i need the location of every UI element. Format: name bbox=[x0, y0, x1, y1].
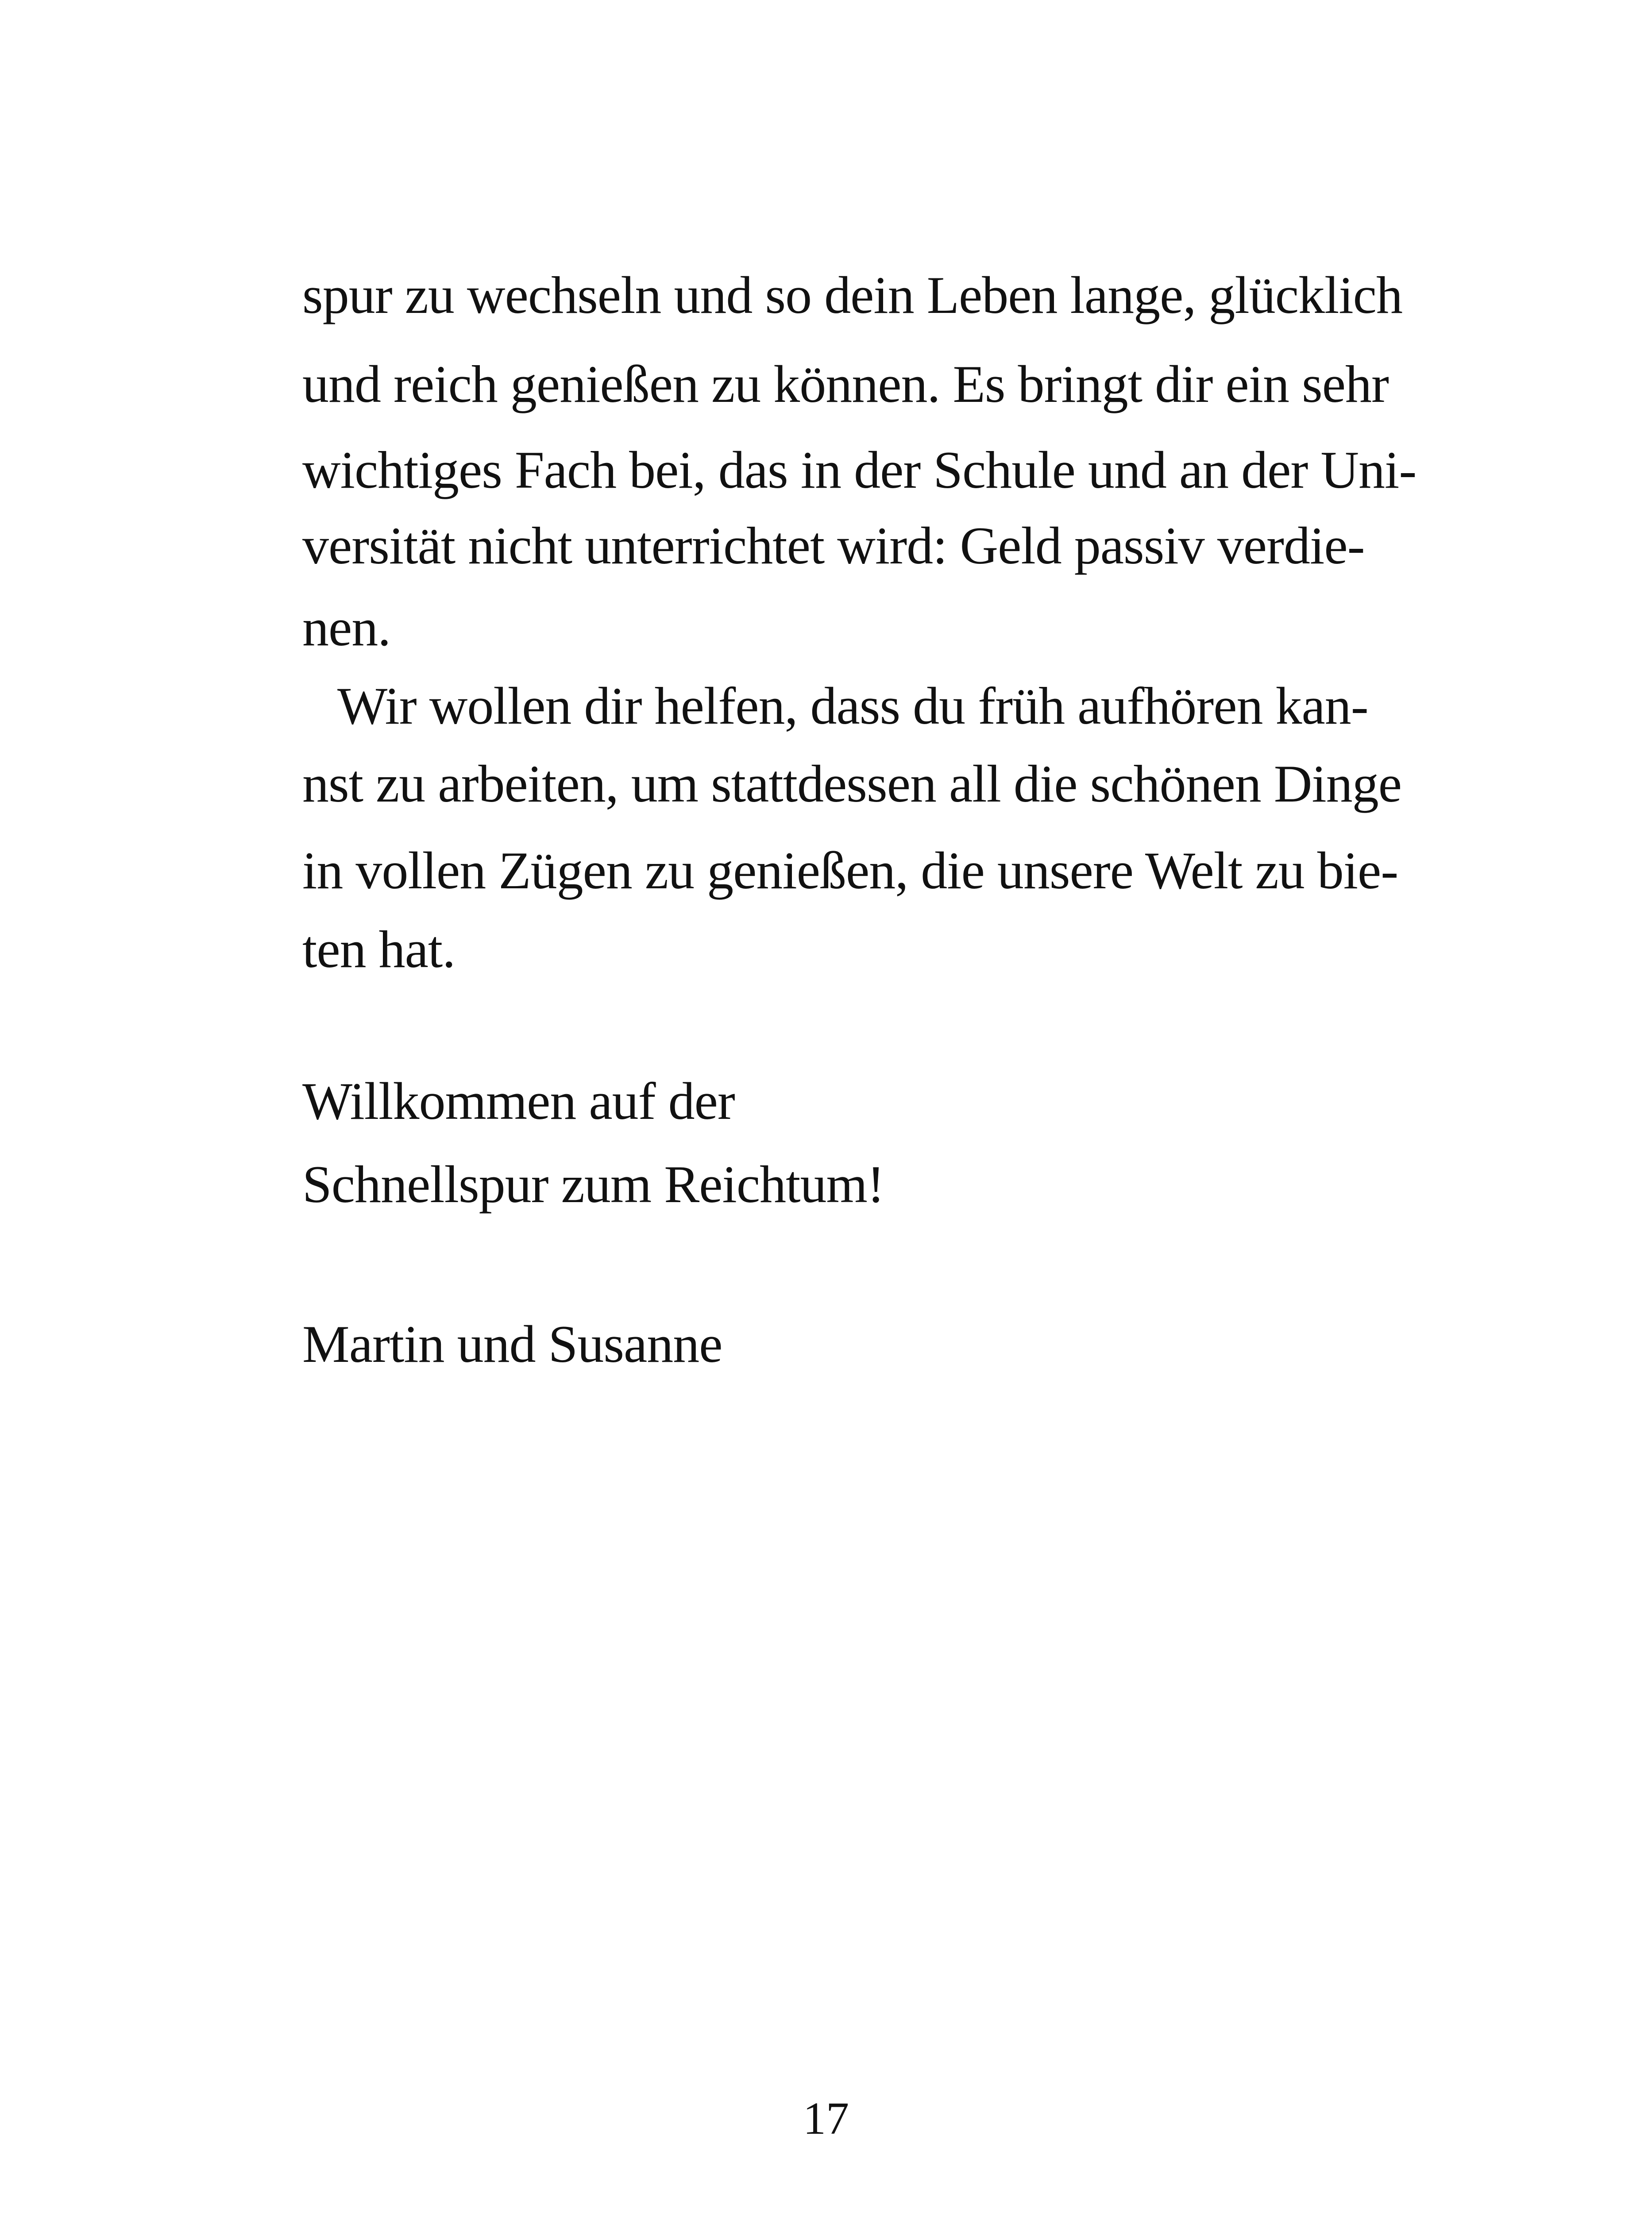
paragraph-2-line-4: ten hat. bbox=[302, 920, 455, 979]
paragraph-2-line-1: Wir wollen dir helfen, dass du früh aufhören kan- bbox=[337, 676, 1368, 735]
paragraph-1-line-2: und reich genießen zu können. Es bringt dir ein sehr bbox=[302, 355, 1389, 413]
page-number: 17 bbox=[803, 2093, 849, 2144]
paragraph-1-line-4: versität nicht unterrichtet wird: Geld passiv verdie- bbox=[302, 516, 1365, 575]
paragraph-2-line-2: nst zu arbeiten, um stattdessen all die schönen Dinge bbox=[302, 754, 1401, 813]
paragraph-1-line-1: spur zu wechseln und so dein Leben lange, glücklich bbox=[302, 266, 1402, 324]
paragraph-2-line-3: in vollen Zügen zu genießen, die unsere Welt zu bie- bbox=[302, 841, 1398, 900]
paragraph-1-line-3: wichtiges Fach bei, das in der Schule und an der Uni- bbox=[302, 440, 1417, 499]
paragraph-1-line-5: nen. bbox=[302, 598, 391, 657]
closing-line-2: Schnellspur zum Reichtum! bbox=[302, 1155, 884, 1214]
signature: Martin und Susanne bbox=[302, 1315, 722, 1373]
closing-line-1: Willkommen auf der bbox=[302, 1072, 735, 1130]
